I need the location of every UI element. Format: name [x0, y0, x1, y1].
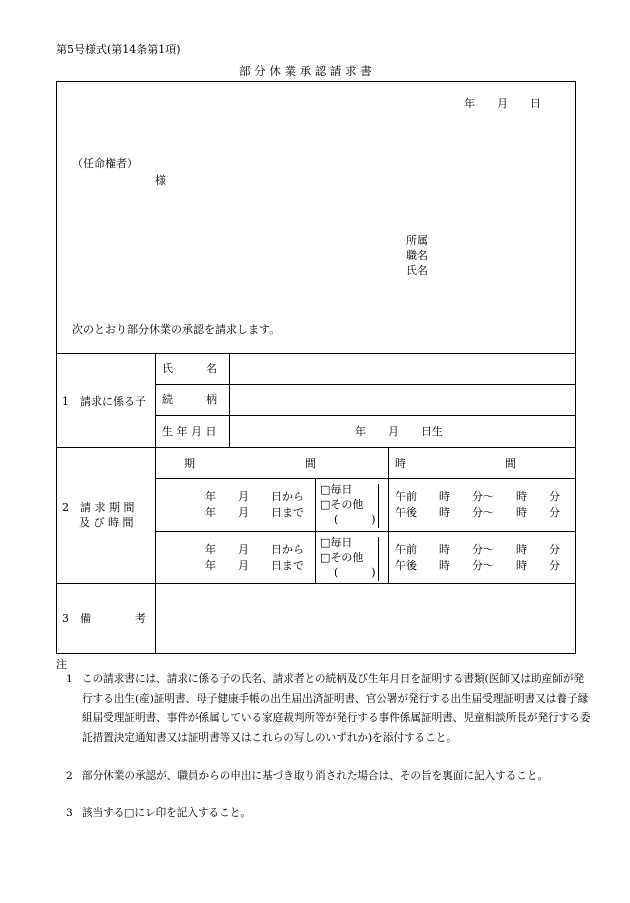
divider-remarks-top	[56, 583, 576, 584]
period-row-1-am[interactable]: 午前 時 分～ 時 分	[395, 490, 560, 503]
period-row-2-other-detail[interactable]: ( )	[334, 566, 376, 579]
divider-freq-col-left	[315, 478, 316, 583]
divider-child-top	[56, 353, 576, 354]
period-row-2-bracket	[378, 537, 379, 581]
period-section-label-2: 及 び 時 間	[79, 516, 134, 529]
divider-child-2	[155, 415, 576, 416]
form-title: 部 分 休 業 承 認 請 求 書	[239, 64, 372, 78]
sama-label: 様	[155, 174, 166, 187]
note-3-text: 該当する□にレ印を記入すること。	[82, 807, 251, 819]
period-row-1-to[interactable]: 年 月 日まで	[205, 506, 304, 519]
remarks-label: 3 備 考	[62, 612, 146, 625]
period-row-2-other-checkbox[interactable]: □その他	[320, 551, 364, 564]
period-row-2-from[interactable]: 年 月 日から	[205, 543, 304, 556]
period-row-2-daily-checkbox[interactable]: □毎日	[320, 536, 353, 549]
name-label: 氏名	[406, 264, 428, 277]
notes-heading: 注	[56, 658, 67, 671]
child-birth-field[interactable]: 年 月 日生	[355, 425, 443, 438]
child-section-label: 1 請求に係る子	[62, 395, 146, 408]
request-statement: 次のとおり部分休業の承認を請求します。	[72, 323, 281, 336]
period-row-1-other-detail[interactable]: ( )	[334, 513, 376, 526]
child-name-label: 氏 名	[162, 362, 217, 375]
period-section-label-1: 2 請 求 期 間	[62, 501, 135, 514]
divider-child-col	[229, 353, 230, 447]
period-row-1-from[interactable]: 年 月 日から	[205, 490, 304, 503]
divider-time-col	[388, 447, 389, 583]
period-col-header: 期 間	[184, 457, 316, 470]
period-row-2-to[interactable]: 年 月 日まで	[205, 559, 304, 572]
child-relation-label: 続 柄	[162, 393, 217, 406]
position-label: 職名	[406, 249, 428, 262]
divider-label-col	[155, 353, 156, 654]
period-row-1-daily-checkbox[interactable]: □毎日	[320, 483, 353, 496]
divider-period-row	[155, 531, 576, 532]
time-col-header: 時 間	[395, 457, 516, 470]
period-row-2-am[interactable]: 午前 時 分～ 時 分	[395, 543, 560, 556]
period-row-1-bracket	[378, 484, 379, 528]
period-row-2-pm[interactable]: 午後 時 分～ 時 分	[395, 559, 560, 572]
appointer-label: （任命権者）	[72, 157, 138, 170]
period-row-1-other-checkbox[interactable]: □その他	[320, 498, 364, 511]
note-3-number: 3	[66, 807, 73, 819]
divider-period-header	[155, 478, 576, 479]
date-field[interactable]: 年 月 日	[464, 97, 541, 110]
divider-period-top	[56, 447, 576, 448]
form-number: 第5号様式(第14条第1項)	[56, 43, 181, 56]
divider-child-1	[155, 384, 576, 385]
note-2-text: 部分休業の承認が、職員からの申出に基づき取り消された場合は、その旨を裏面に記入すること。	[82, 770, 549, 782]
note-1-text: この請求書には、請求に係る子の氏名、請求者との続柄及び生年月日を証明する書類(医師又は助産師が発行する出生(産)証明書、母子健康手帳の出生届出済証明書、官公署が発行する出生届受理証明書又は養子縁組届受理証明書、事件が係属している家庭裁判所等が発行する事件係属証明書、児童相談所長が発行する委託措置決定通知書又は証明書等又はこれらの写しのいずれか)を添付すること。	[82, 673, 591, 744]
child-birth-label: 生 年 月 日	[162, 425, 217, 438]
affiliation-label: 所属	[406, 234, 428, 247]
note-2-number: 2	[66, 770, 73, 782]
note-1-number: 1	[66, 673, 73, 685]
period-row-1-pm[interactable]: 午後 時 分～ 時 分	[395, 506, 560, 519]
